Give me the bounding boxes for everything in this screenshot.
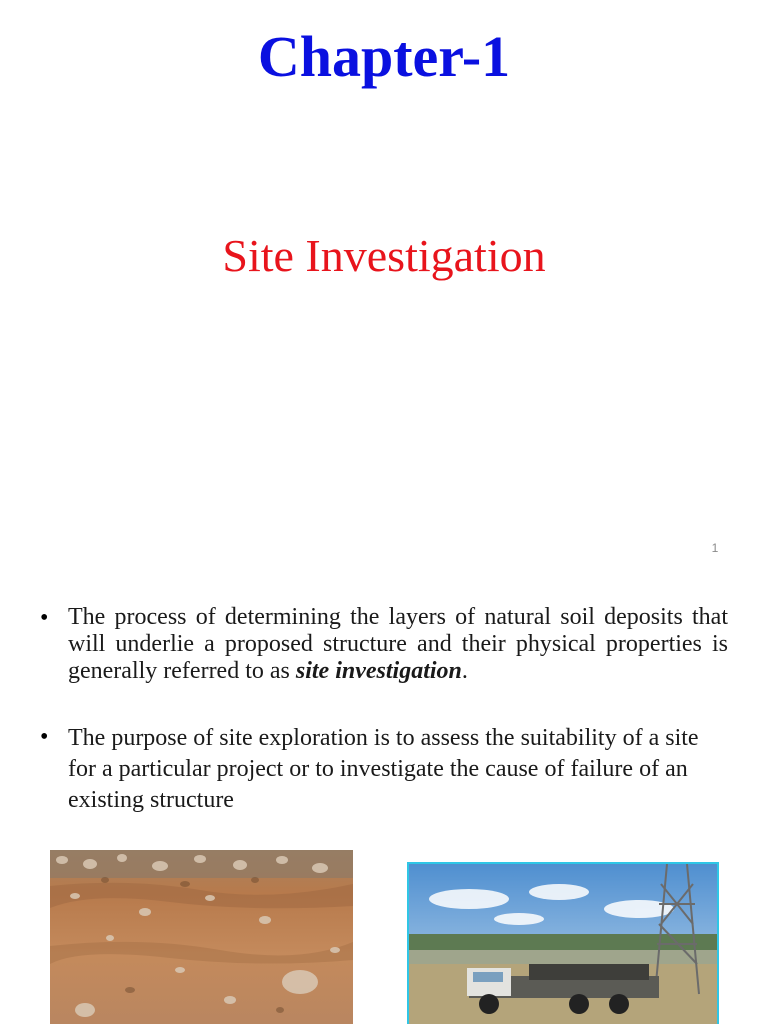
bullet-text-tail: . [461,658,468,684]
bullet-text-lead: The process of determining the layers of natural soil deposits that will underlie a proposed structure and their physical properties is generally referred to as [68,604,728,684]
chapter-title: Chapter-1 [257,24,511,89]
drilling-rig-photo [407,862,719,1024]
emphasized-term: site investigation [295,658,462,684]
soil-profile-photo [50,850,353,1024]
page-number: 1 [711,541,719,555]
bullet-text: The purpose of site exploration is to assess the suitability of a site for a particular project or to investigate the cause of failure of an existing structure [68,725,699,813]
bullet-text [68,604,728,685]
bullet-dot: • [40,724,49,750]
slide-subtitle: Site Investigation [222,230,546,281]
content-slide [0,575,768,1024]
bullet-dot: • [40,605,49,631]
